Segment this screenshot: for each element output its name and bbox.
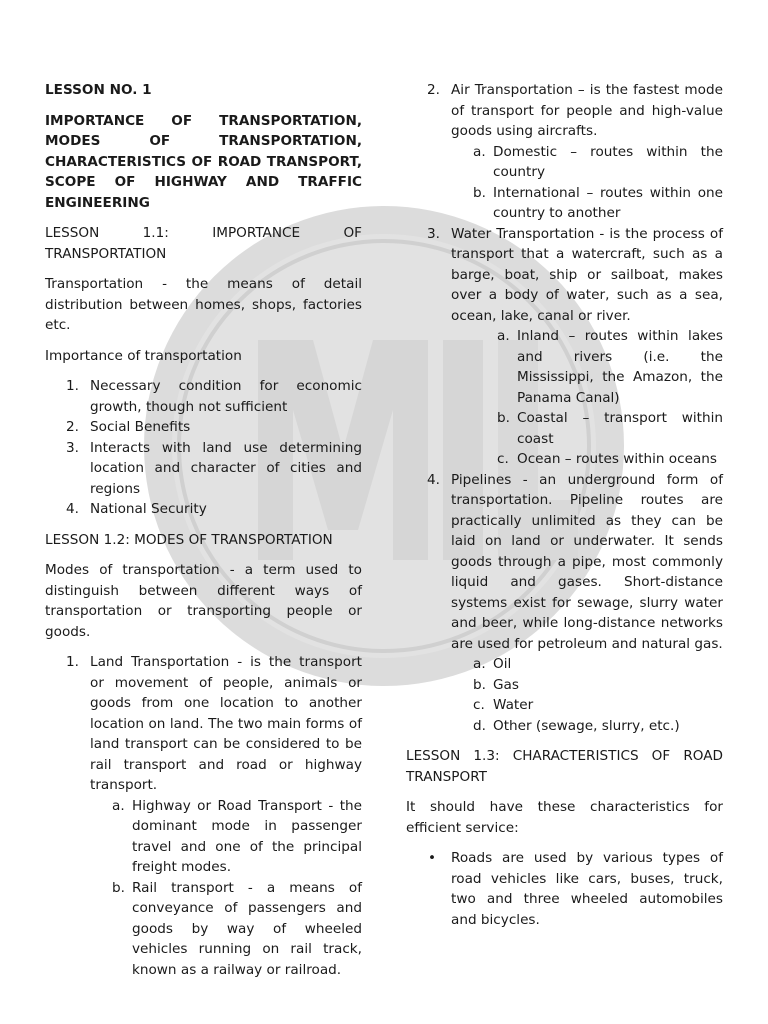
list-item-text: National Security bbox=[90, 501, 207, 517]
air-sub-list bbox=[473, 142, 723, 224]
sub-list-item bbox=[473, 716, 723, 737]
water-sub-list bbox=[497, 326, 723, 470]
sub-list-item bbox=[473, 183, 723, 224]
sub-list-letter: a. bbox=[473, 656, 486, 672]
water-transport-text: Water Transportation - is the process of transport that a watercraft, such as a barge, boat, ship or sailboat, makes over a body of water, such as a sea, ocean, lake, canal or river. bbox=[451, 225, 723, 324]
sub-list-letter: a. bbox=[497, 328, 510, 344]
lesson-1-2-heading: LESSON 1.2: MODES OF TRANSPORTATION bbox=[45, 531, 333, 548]
sub-list-letter: a. bbox=[473, 143, 486, 160]
sub-list-text: Oil bbox=[493, 656, 512, 672]
sub-list-item bbox=[473, 142, 723, 183]
sub-list-text: Gas bbox=[493, 676, 519, 693]
list-item bbox=[406, 848, 723, 930]
characteristics-intro: It should have these characteristics for efficient service: bbox=[406, 799, 723, 836]
transportation-definition: Transportation - the means of detail distribution between homes, shops, factories etc. bbox=[45, 276, 362, 333]
sub-list-letter: b. bbox=[497, 410, 510, 426]
air-transport-text: Air Transportation – is the fastest mode of transport for people and high-value goods using aircrafts. bbox=[451, 82, 723, 139]
list-number: 2. bbox=[66, 419, 79, 435]
sub-list-item bbox=[473, 675, 723, 696]
sub-list-item bbox=[497, 408, 723, 449]
left-column bbox=[45, 80, 362, 990]
list-item-text: Roads are used by various types of road vehicles like cars, buses, truck, two and three wheeled automobiles and bicycles. bbox=[451, 850, 723, 928]
sub-list-text: Domestic – routes within the country bbox=[493, 143, 723, 180]
list-number: 4. bbox=[66, 501, 79, 517]
sub-list-letter: b. bbox=[473, 676, 486, 693]
lesson-1-1-heading: LESSON 1.1: IMPORTANCE OF TRANSPORTATION bbox=[45, 225, 362, 262]
lesson-title: IMPORTANCE OF TRANSPORTATION, MODES OF TRANSPORTATION, CHARACTERISTICS OF ROAD TRANSPORT, SCOPE OF HIGHWAY AND TRAFFIC ENGINEERING bbox=[45, 112, 362, 211]
water-transport-item bbox=[406, 224, 723, 470]
sub-list-item bbox=[473, 695, 723, 716]
sub-list-text: Rail transport - a means of conveyance of passengers and goods by way of wheeled vehicles running on rail track, known as a railway or railroad. bbox=[132, 879, 362, 978]
list-number: 1. bbox=[66, 378, 79, 394]
list-item bbox=[45, 438, 362, 500]
sub-list-item bbox=[473, 654, 723, 675]
land-transport-text: Land Transportation - is the transport or movement of people, animals or goods from one location to another location on land. The two main forms of land transport can be considered to be rail transport and road or highway transport. bbox=[90, 654, 362, 793]
modes-definition: Modes of transportation - a term used to distinguish between different ways of transportation or transporting people or goods. bbox=[45, 562, 362, 640]
sub-list-text: Water bbox=[493, 697, 534, 713]
pipelines-text: Pipelines - an underground form of transportation. Pipeline routes are practically unlimited as they can be laid on land or underwater. It sends goods through a pipe, most commonly liquid and gases. Short-distance systems exist for sewage, slurry water and beer, while long-distance networks are used for petroleum and natural gas. bbox=[451, 471, 723, 652]
sub-list-text: Highway or Road Transport - the dominant mode in passenger travel and one of the principal freight modes. bbox=[132, 797, 362, 875]
sub-list-text: Other (sewage, slurry, etc.) bbox=[493, 717, 680, 734]
sub-list-item bbox=[497, 449, 723, 470]
land-sub-list bbox=[112, 796, 362, 981]
sub-list-item bbox=[112, 878, 362, 981]
importance-heading: Importance of transportation bbox=[45, 347, 242, 364]
bullet-icon: • bbox=[428, 850, 437, 866]
sub-list-text: International – routes within one country to another bbox=[493, 184, 723, 221]
air-transport-item bbox=[406, 80, 723, 224]
list-item bbox=[45, 376, 362, 417]
sub-list-text: Coastal – transport within coast bbox=[517, 410, 723, 447]
list-item bbox=[45, 417, 362, 438]
right-column bbox=[406, 80, 723, 940]
list-number: 3. bbox=[427, 225, 440, 242]
sub-list-item bbox=[112, 796, 362, 878]
list-item-text: Social Benefits bbox=[90, 419, 191, 435]
lesson-number: LESSON NO. 1 bbox=[45, 82, 152, 98]
land-transport-item bbox=[45, 652, 362, 980]
sub-list-letter: c. bbox=[473, 697, 485, 713]
list-item-text: Interacts with land use determining location and character of cities and regions bbox=[90, 439, 362, 497]
sub-list-letter: b. bbox=[112, 879, 125, 896]
list-number: 2. bbox=[427, 82, 440, 98]
sub-list-text: Inland – routes within lakes and rivers (i.e. the Mississippi, the Amazon, the Panama Canal) bbox=[517, 328, 723, 406]
pipelines-sub-list bbox=[473, 654, 723, 736]
sub-list-letter: c. bbox=[497, 451, 509, 467]
sub-list-letter: a. bbox=[112, 797, 125, 814]
sub-list-item bbox=[497, 326, 723, 408]
list-number: 4. bbox=[427, 471, 440, 488]
list-item-text: Necessary condition for economic growth, though not sufficient bbox=[90, 378, 362, 415]
modes-list bbox=[45, 652, 362, 980]
list-number: 3. bbox=[66, 439, 79, 456]
lesson-1-3-heading: LESSON 1.3: CHARACTERISTICS OF ROAD TRANSPORT bbox=[406, 748, 723, 785]
sub-list-text: Ocean – routes within oceans bbox=[517, 451, 717, 467]
characteristics-list bbox=[406, 848, 723, 930]
sub-list-letter: d. bbox=[473, 717, 486, 734]
list-item bbox=[45, 499, 362, 520]
list-number: 1. bbox=[66, 654, 79, 670]
importance-list bbox=[45, 376, 362, 520]
pipelines-item bbox=[406, 470, 723, 737]
sub-list-letter: b. bbox=[473, 184, 486, 201]
modes-list-continued bbox=[406, 80, 723, 736]
